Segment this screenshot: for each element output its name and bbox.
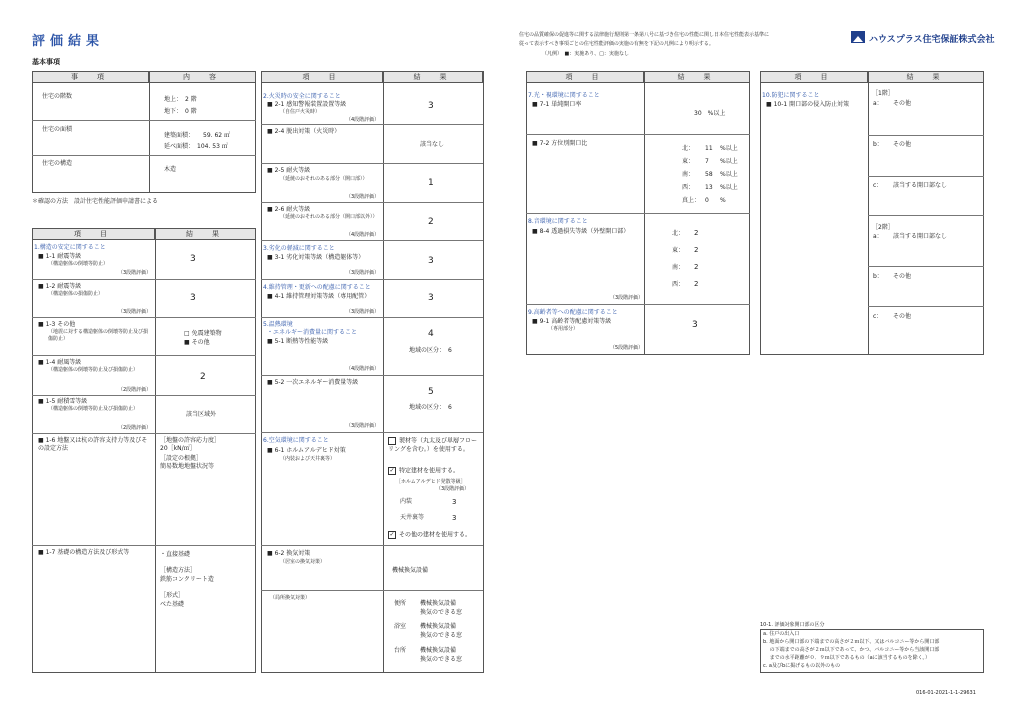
direction-value: 2 [694, 229, 699, 237]
item-1-5-grade: （2段階評価） [118, 425, 152, 431]
local-v2: 換気のできる窓 [420, 609, 463, 616]
item-1-4-grade: （2段階評価） [118, 387, 152, 393]
item-6-1-naiso: 内装 [400, 498, 413, 505]
col1-item-header: 項 目 [32, 228, 155, 240]
item-6-1-tenjo-value: 3 [452, 514, 457, 522]
note-line: の下端までの高さが２ｍ以下であって、かつ、バルコニー等から当該開口部 [763, 647, 940, 653]
item-6-1-opt1-text: 製材等（丸太及び単層フローリングを含む。）を使用する。 [388, 437, 478, 453]
checkbox-checked-icon: ✓ [389, 531, 395, 538]
direction-label: 東： [672, 247, 685, 254]
item-1-4-value: 2 [200, 372, 206, 382]
item-2-6-sub: （延焼のおそれのある部分（開口部以外）） [280, 214, 378, 220]
item-1-4-sub: （構造躯体の倒壊等防止及び損傷防止） [48, 367, 139, 373]
direction-label: 西： [672, 281, 685, 288]
local-room: 浴室 [394, 623, 407, 630]
direction-value: 2 [694, 246, 699, 254]
basic-col1-header: 事 項 [32, 71, 149, 83]
item-7-2-label: ■ 7-2 方位別開口比 [532, 140, 588, 147]
direction-value: 2 [694, 280, 699, 288]
direction-value: 0 [705, 197, 709, 204]
checkbox-icon [388, 437, 396, 445]
item-6-1-label: ■ 6-1 ホルムアルデヒド対策 [267, 447, 346, 454]
direction-unit: %以上 [720, 158, 738, 165]
item-2-4-value: 該当なし [420, 141, 445, 148]
item-2-1-value: 3 [428, 101, 434, 111]
note-line: a. 住戸の出入口 [763, 631, 800, 637]
item-1-1-sub: （構造躯体の倒壊等防止） [48, 261, 109, 267]
item-1-7-v5: べた基礎 [160, 601, 185, 608]
direction-unit: %以上 [720, 171, 738, 178]
item-6-1-tenjo: 天井裏等 [400, 514, 425, 521]
item-7-1-label: ■ 7-1 単純開口率 [532, 101, 582, 108]
basic-heading: 基本事項 [32, 58, 60, 66]
opening-value: 該当する開口部なし [893, 233, 948, 240]
note-line: までの水平距離が０．９ｍ以下であるもの（aに該当するものを除く。） [763, 655, 931, 661]
page-title: 評価結果 [32, 34, 105, 49]
item-6-1-naiso-value: 3 [452, 498, 457, 506]
company-name: ハウスプラス住宅保証株式会社 [869, 35, 995, 45]
section-air: 6.空気環境に関すること [263, 437, 329, 444]
opening-value: その他 [893, 100, 912, 107]
item-1-7-v3: 鉄筋コンクリート造 [160, 576, 214, 583]
direction-unit: % [720, 197, 726, 204]
item-6-1-opt2-text: 特定建材を使用する。 [399, 467, 460, 475]
item-10-1-label: ■ 10-1 開口部の侵入防止対策 [766, 101, 850, 108]
basic-floor-area: 延べ面積： 104. 53 ㎡ [164, 143, 228, 150]
basic-building-area: 建築面積： 59. 62 ㎡ [164, 132, 230, 139]
item-6-2-sub: （居室の換気対策） [280, 559, 326, 565]
item-5-1-region: 地域の区分： 6 [409, 347, 452, 354]
col4-table [760, 71, 984, 355]
item-1-3-label: ■ 1-3 その他 [38, 321, 76, 328]
section-deterioration: 3.劣化の軽減に関すること [263, 245, 335, 252]
item-2-5-label: ■ 2-5 耐火等級 [267, 167, 311, 174]
local-v1: 機械換気設備 [420, 623, 457, 630]
col2-result-header: 結 果 [383, 71, 483, 83]
local-v1: 機械換気設備 [420, 647, 457, 654]
item-6-2-label: ■ 6-2 換気対策 [267, 550, 311, 557]
note-line: c. a及びbに掲げるもの以外のもの [763, 663, 841, 669]
col3-item-header: 項 目 [526, 71, 644, 83]
intro-line1: 住宅の品質確保の促進等に関する法律施行規則第一条第八号に基づき住宅の性能に関し日本住宅性能表示基準に [519, 32, 770, 38]
item-2-1-label: ■ 2-1 感知警報装置設置等級 [267, 101, 347, 108]
item-1-1-value: 3 [190, 254, 196, 264]
opening-value: その他 [893, 313, 912, 320]
section-elderly: 9.高齢者等への配慮に関すること [528, 309, 618, 316]
basic-structure-label: 住宅の構造 [42, 160, 73, 167]
col4-result-header: 結 果 [868, 71, 984, 83]
opening-key: c： [873, 313, 883, 320]
col2-item-header: 項 目 [261, 71, 383, 83]
item-3-1-label: ■ 3-1 劣化対策等級（構造躯体等） [267, 254, 365, 261]
item-6-1-opt2-grade: （3段階評価） [436, 486, 470, 492]
item-1-6-v3: ［設定の根拠］ [160, 455, 203, 462]
item-1-7-v4: ［形式］ [160, 592, 185, 599]
local-v2: 換気のできる窓 [420, 656, 463, 663]
basic-floors-label: 住宅の階数 [42, 93, 73, 100]
col4-item-header: 項 目 [760, 71, 868, 83]
intro-line2: 従って表示すべき事項ごとの住宅性能評価の実施の有無を下記の凡例により明示する。 [519, 41, 714, 47]
section-security: 10.防犯に関すること [762, 92, 820, 99]
item-6-2-value: 機械換気設備 [392, 567, 429, 574]
direction-unit: %以上 [720, 184, 738, 191]
opening-value: その他 [893, 273, 912, 280]
basic-structure-value: 木造 [164, 166, 177, 173]
item-1-5-value: 該当区域外 [186, 411, 217, 418]
item-5-2-value: 5 [428, 387, 434, 397]
item-2-4-label: ■ 2-4 脱出対策（火災時） [267, 128, 341, 135]
legend: （凡例） ■：実施あり、□：実施なし [542, 51, 629, 57]
section-thermal-2: ・エネルギー消費量に関すること [267, 329, 358, 336]
item-6-1-opt3 [388, 531, 471, 540]
item-1-7-v1: ・直接基礎 [160, 551, 191, 558]
item-5-1-label: ■ 5-1 断熱等性能等級 [267, 338, 329, 345]
opening-key: a： [873, 100, 883, 107]
item-1-1-grade: （3段階評価） [118, 270, 152, 276]
direction-label: 東： [682, 158, 695, 165]
section-maintenance: 4.維持管理・更新への配慮に関すること [263, 284, 371, 291]
local-v1: 機械換気設備 [420, 600, 457, 607]
opening-key: c： [873, 182, 883, 189]
item-2-6-value: 2 [428, 217, 434, 227]
section-thermal: 5.温熱環境 [263, 321, 293, 328]
basic-note: ＊確認の方法 設計住宅性能評価申請書による [32, 198, 159, 205]
item-1-2-grade: （3段階評価） [118, 309, 152, 315]
item-4-1-label: ■ 4-1 維持管理対策等級（専用配管） [267, 293, 371, 300]
basic-floors-above: 地上： 2 階 [164, 96, 197, 103]
section-sound: 8.音環境に関すること [528, 218, 588, 225]
item-1-6-v2: 20［kN/㎡］ [160, 445, 196, 452]
item-5-2-region: 地域の区分： 6 [409, 404, 452, 411]
basic-col2-header: 内 容 [149, 71, 256, 83]
checkbox-checked-icon: ✓ [389, 467, 395, 474]
direction-label: 北： [672, 230, 685, 237]
note-line: b. 地面から開口部の下端までの高さが２ｍ以下、又はバルコニー等から開口部 [763, 639, 940, 645]
item-2-1-sub: （自住戸火災時） [280, 109, 321, 115]
item-1-3-value2: ■ その他 [184, 339, 210, 346]
opening-value: 該当する開口部なし [893, 182, 948, 189]
item-2-5-value: 1 [428, 178, 434, 188]
item-5-2-grade: （3段階評価） [346, 423, 380, 429]
item-9-1-label: ■ 9-1 高齢者等配慮対策等級 [532, 318, 612, 325]
item-6-2-sub2: （局所換気対策） [270, 595, 311, 601]
item-5-2-label: ■ 5-2 一次エネルギー消費量等級 [267, 379, 359, 386]
item-6-1-opt2 [388, 467, 459, 476]
item-1-6-v1: ［地盤の許容応力度］ [160, 437, 221, 444]
item-6-1-opt2-sub: ［ホルムアルデヒド発散等級］ [396, 479, 466, 485]
basic-floors-below: 地下： 0 階 [164, 108, 197, 115]
item-4-1-value: 3 [428, 293, 434, 303]
item-1-2-value: 3 [190, 293, 196, 303]
item-1-7-v2: ［構造方法］ [160, 567, 197, 574]
opening-key: a： [873, 233, 883, 240]
floor1-label: ［1階］ [872, 90, 894, 97]
item-2-5-grade: （3段階評価） [346, 194, 380, 200]
item-1-7-label: ■ 1-7 基礎の構造方法及び形式等 [38, 549, 130, 556]
section-light: 7.光・視環境に関すること [528, 92, 600, 99]
section-fire: 2.火災時の安全に関すること [263, 93, 341, 100]
col1-result-header: 結 果 [155, 228, 256, 240]
item-1-6-v4: 簡易数地地盤状況等 [160, 463, 215, 470]
item-6-1-opt3-text: その他の建材を使用する。 [399, 531, 472, 539]
item-1-4-label: ■ 1-4 耐風等級 [38, 359, 82, 366]
direction-label: 北： [682, 145, 695, 152]
col3-result-header: 結 果 [644, 71, 750, 83]
item-1-1-label: ■ 1-1 耐震等級 [38, 253, 82, 260]
item-1-2-label: ■ 1-2 耐震等級 [38, 283, 82, 290]
item-1-3-sub: （地震に対する構造躯体の倒壊等防止及び損傷防止） [48, 329, 149, 342]
item-5-1-value: 4 [428, 329, 434, 339]
item-6-1-sub: （内装および天井裏等） [280, 456, 336, 462]
item-2-1-grade: （4段階評価） [346, 117, 380, 123]
direction-label: 南： [682, 171, 695, 178]
item-2-6-label: ■ 2-6 耐火等級 [267, 206, 311, 213]
item-1-6-label: ■ 1-6 地盤又は杭の許容支持力等及びその設定方法 [38, 437, 148, 452]
document-number: 016-01-2021-1-1-29631 [916, 690, 976, 696]
direction-value: 58 [705, 171, 713, 178]
item-1-3-value: □ 免震建築物 [184, 330, 222, 337]
opening-value: その他 [893, 141, 912, 148]
basic-area-label: 住宅の面積 [42, 126, 73, 133]
item-1-2-sub: （構造躯体の損傷防止） [48, 291, 104, 297]
item-6-1-opt1 [388, 437, 480, 454]
item-4-1-grade: （3段階評価） [346, 309, 380, 315]
direction-label: 西： [682, 184, 695, 191]
company-logo-icon [851, 31, 865, 45]
direction-value: 2 [694, 263, 699, 271]
opening-key: b： [873, 273, 883, 280]
item-3-1-value: 3 [428, 256, 434, 266]
direction-value: 11 [705, 145, 713, 152]
item-9-1-sub: （専用部分） [548, 326, 579, 332]
item-3-1-grade: （3段階評価） [346, 270, 380, 276]
local-room: 台所 [394, 647, 407, 654]
floor2-label: ［2階］ [872, 224, 894, 231]
item-1-5-sub: （構造躯体の倒壊等防止及び損傷防止） [48, 406, 139, 412]
section-structure: 1.構造の安定に関すること [34, 244, 106, 251]
direction-label: 真上： [682, 197, 701, 204]
direction-value: 7 [705, 158, 709, 165]
direction-value: 13 [705, 184, 713, 191]
item-2-5-sub: （延焼のおそれのある部分（開口部）） [280, 176, 368, 182]
direction-unit: %以上 [720, 145, 738, 152]
direction-label: 南： [672, 264, 685, 271]
item-7-1-value: 30 %以上 [694, 110, 726, 117]
item-2-6-grade: （4段階評価） [346, 232, 380, 238]
item-9-1-grade: （5段階評価） [610, 345, 644, 351]
note-title: 10-1. 評価対象開口部の区分 [760, 622, 825, 628]
opening-key: b： [873, 141, 883, 148]
local-room: 便所 [394, 600, 407, 607]
item-1-5-label: ■ 1-5 耐積雪等級 [38, 398, 88, 405]
item-5-1-grade: （4段階評価） [346, 366, 380, 372]
item-8-4-label: ■ 8-4 透過損失等級（外壁開口部） [532, 228, 630, 235]
local-v2: 換気のできる窓 [420, 632, 463, 639]
item-9-1-value: 3 [692, 320, 698, 330]
item-8-4-grade: （3段階評価） [610, 295, 644, 301]
